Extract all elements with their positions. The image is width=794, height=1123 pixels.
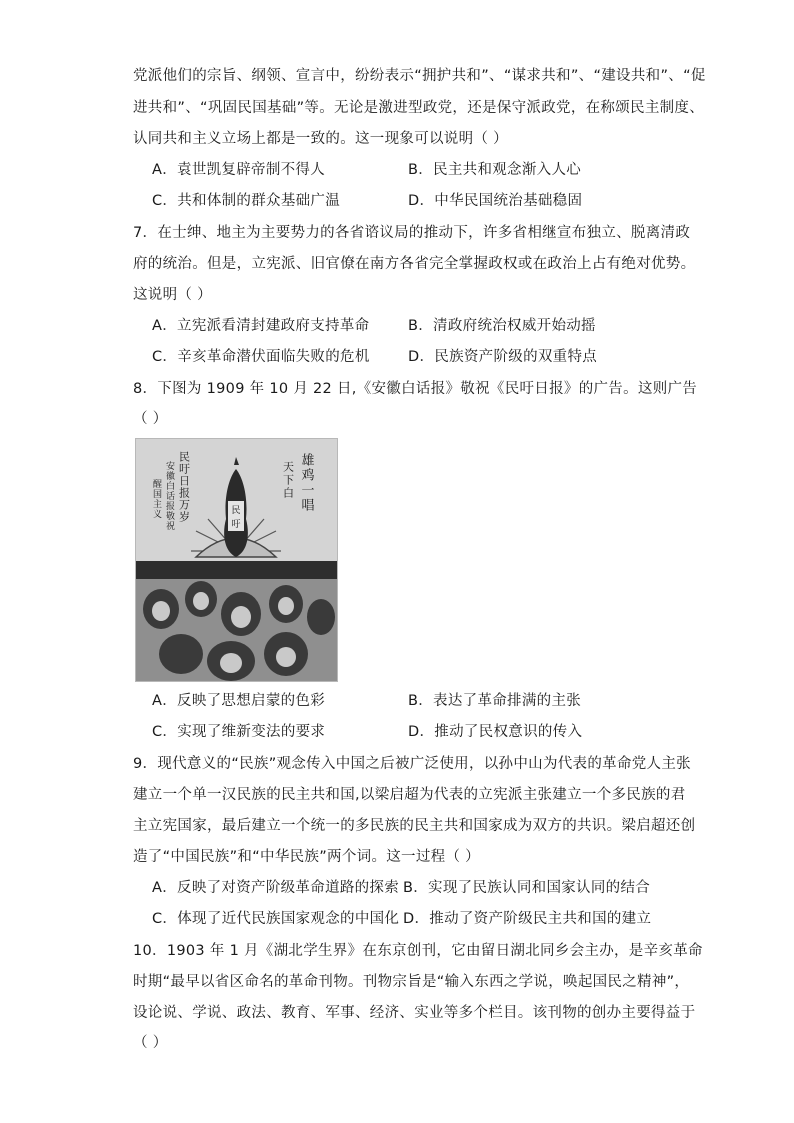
q6-option-d[interactable]: D．中华民国统治基础稳固 (408, 193, 583, 209)
q7-option-a[interactable]: A．立宪派看清封建政府支持革命 (152, 318, 370, 334)
q6-stem-line-2: 进共和”、“巩固民国基础”等。无论是激进型政党，还是保守派政党，在称颂民主制度、 (133, 100, 705, 116)
advertisement-illustration (136, 439, 337, 681)
q8-option-d[interactable]: D．推动了民权意识的传入 (408, 724, 583, 740)
q6-stem-line-1: 党派他们的宗旨、纲领、宣言中，纷纷表示“拥护共和”、“谋求共和”、“建设共和”、“促 (133, 68, 706, 84)
q7-option-d[interactable]: D．民族资产阶级的双重特点 (408, 349, 598, 365)
q9-option-d[interactable]: D．推动了资产阶级民主共和国的建立 (403, 911, 652, 927)
q7-option-c[interactable]: C．辛亥革命潜伏面临失败的危机 (152, 349, 370, 365)
q8-option-b[interactable]: B．表达了革命排满的主张 (408, 693, 582, 709)
image-text-right-2: 天下白 (281, 461, 295, 500)
image-text-left-1: 民吁日报万岁 (177, 451, 191, 523)
q7-option-b[interactable]: B．清政府统治权威开始动摇 (408, 318, 596, 334)
q9-stem-line-2: 建立一个单一汉民族的民主共和国,以梁启超为代表的立宪派主张建立一个多民族的君 (133, 787, 686, 803)
q10-stem-line-1: 10．1903 年 1 月《湖北学生界》在东京创刊，它由留日湖北同乡会主办，是辛亥革命 (133, 943, 703, 959)
rooster-label-1: 民 (231, 506, 241, 516)
q6-option-c[interactable]: C．共和体制的群众基础广温 (152, 193, 341, 209)
q8-option-a[interactable]: A．反映了思想启蒙的色彩 (152, 693, 326, 709)
image-text-right-1: 雄鸡一唱 (298, 453, 314, 513)
horizon-band (136, 561, 337, 579)
q6-option-b[interactable]: B．民主共和观念渐入人心 (408, 162, 582, 178)
q9-stem-line-1: 9．现代意义的“民族”观念传入中国之后被广泛使用，以孙中山为代表的革命党人主张 (133, 756, 691, 772)
q9-option-a[interactable]: A．反映了对资产阶级革命道路的探索 (152, 880, 400, 896)
q9-stem-line-4: 造了“中国民族”和“中华民族”两个词。这一过程（ ） (133, 849, 480, 865)
q7-stem-line-2: 府的统治。但是，立宪派、旧官僚在南方各省完全掌握政权或在政治上占有绝对优势。 (133, 256, 696, 272)
q10-stem-line-2: 时期“最早以省区命名的革命刊物。刊物宗旨是“输入东西之学说，唤起国民之精神”， (133, 974, 690, 990)
q7-stem-line-1: 7．在士绅、地主为主要势力的各省谘议局的推动下，许多省相继宣布独立、脱离清政 (133, 225, 691, 241)
q6-stem-line-3: 认同共和主义立场上都是一致的。这一现象可以说明（ ） (133, 131, 508, 147)
q10-stem-line-3: 设论说、学说、政法、教育、军事、经济、实业等多个栏目。该刊物的创办主要得益于 (133, 1005, 696, 1021)
rooster-label-2: 吁 (231, 520, 241, 530)
image-text-left-3: 醒国主义 (151, 479, 161, 519)
q9-stem-line-3: 主立宪国家，最后建立一个统一的多民族的民主共和国家成为双方的共识。梁启超还创 (133, 818, 696, 834)
advertisement-image (135, 438, 338, 682)
q9-option-b[interactable]: B．实现了民族认同和国家认同的结合 (403, 880, 651, 896)
image-text-left-2: 安徽白话报敬祝 (164, 461, 174, 531)
q8-stem-line-1: 8．下图为 1909 年 10 月 22 日,《安徽白话报》敬祝《民吁日报》的广告。这则广告 (133, 381, 698, 397)
q7-stem-line-3: 这说明（ ） (133, 287, 212, 303)
q9-option-c[interactable]: C．体现了近代民族国家观念的中国化 (152, 911, 400, 927)
q8-option-c[interactable]: C．实现了维新变法的要求 (152, 724, 326, 740)
q10-stem-line-4: （ ） (133, 1035, 168, 1051)
q6-option-a[interactable]: A．袁世凯复辟帝制不得人 (152, 162, 326, 178)
q8-stem-line-2: （ ） (133, 411, 168, 427)
